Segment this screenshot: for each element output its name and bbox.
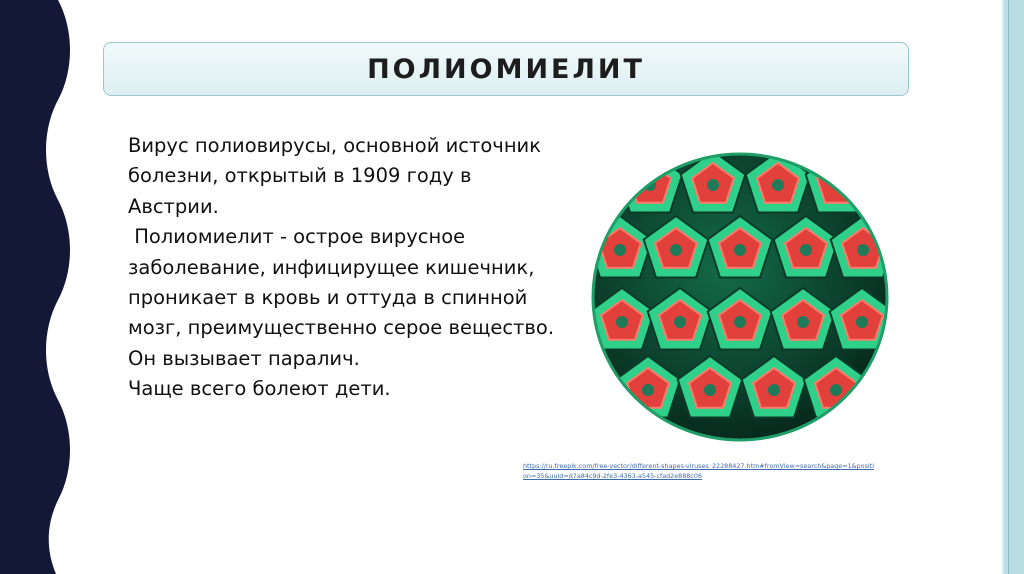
paragraph-virus-origin: Вирус полиовирусы, основной источник болезни, открытый в 1909 году в Австрии.: [128, 134, 548, 218]
capsomere-core: [670, 244, 682, 256]
capsomere-core: [734, 244, 746, 256]
capsomere-core: [614, 244, 626, 256]
capsomere-core: [857, 244, 869, 256]
sidebar-wave-decoration: [0, 0, 80, 574]
capsomere-core: [768, 384, 780, 396]
body-text: [128, 131, 568, 405]
paragraph-paralysis: Он вызывает паралич.: [128, 346, 360, 370]
paragraph-children: Чаще всего болеют дети.: [128, 377, 391, 401]
capsomere-core: [830, 384, 842, 396]
capsomere-core: [800, 244, 812, 256]
capsomere-core: [856, 316, 868, 328]
slide-title: ПОЛИОМИЕЛИТ: [367, 53, 645, 85]
capsomere: [817, 163, 859, 203]
capsomere-core: [707, 179, 719, 191]
capsomere-core: [616, 316, 628, 328]
capsomere-core: [642, 384, 654, 396]
capsomere-core: [797, 316, 809, 328]
capsomere-core: [772, 179, 784, 191]
capsomere-core: [674, 316, 686, 328]
title-banner: [103, 42, 909, 96]
source-link[interactable]: https://ru.freepik.com/free-vector/different-shapes-viruses_22288427.htm#fromView=search&page=1&position=35&uuid=d7a84c9d-2fe3-4363-a545-cfad2e888c06: [523, 462, 874, 480]
poliovirus-icon: [588, 150, 893, 445]
capsomere-core: [704, 384, 716, 396]
right-accent-bar: [1002, 0, 1024, 574]
capsomere-core: [734, 316, 746, 328]
paragraph-disease-description: Полиомиелит - острое вирусное заболевание, инфицирущее кишечник, проникает в кровь и оттуда в спинной мозг, преимущественно серое вещество.: [128, 225, 555, 340]
